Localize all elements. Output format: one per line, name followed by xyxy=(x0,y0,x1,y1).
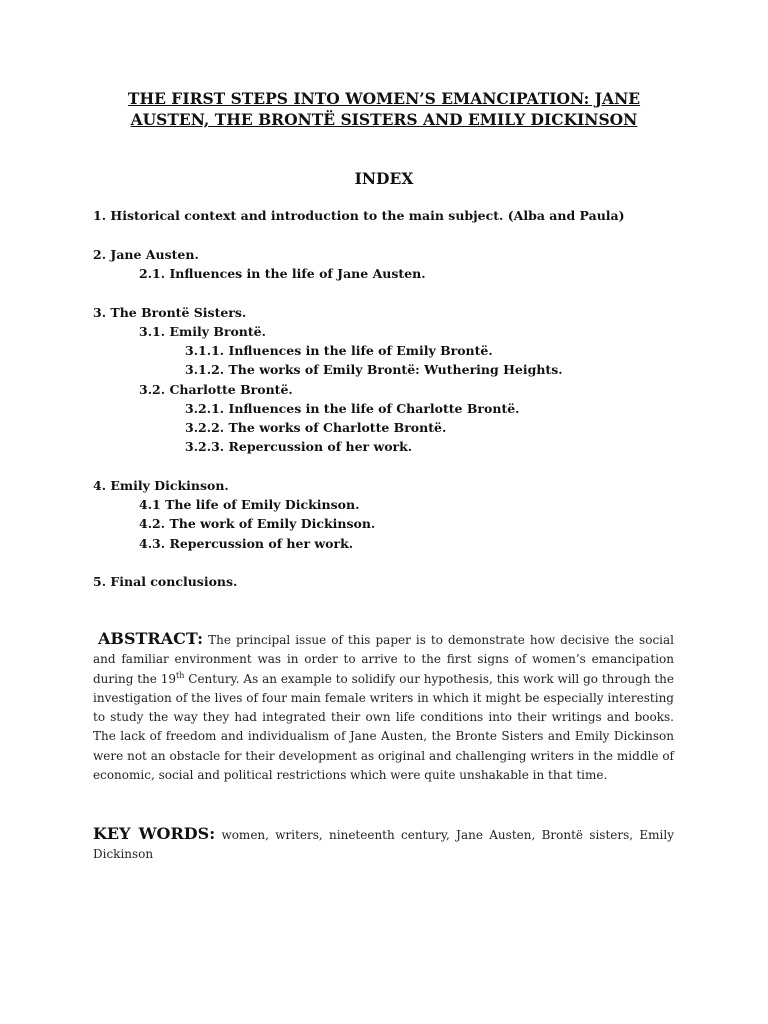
abstract-paragraph xyxy=(93,629,674,785)
title-line-2: AUSTEN, THE BRONTË SISTERS AND EMILY DICKINSON xyxy=(130,110,638,129)
toc-item-4-1: 4.1 The life of Emily Dickinson. xyxy=(139,497,360,512)
keywords-label: KEY WORDS: xyxy=(93,824,216,843)
toc-item-3-2: 3.2. Charlotte Brontë. xyxy=(139,382,293,397)
toc-item-4-2: 4.2. The work of Emily Dickinson. xyxy=(139,516,376,531)
toc-item-2-1: 2.1. Influences in the life of Jane Austen. xyxy=(139,266,426,281)
toc-item-3-1: 3.1. Emily Brontë. xyxy=(139,324,266,339)
document-title xyxy=(60,88,708,130)
abstract-text-end: Century. As an example to solidify our hypothesis, this work will go through the investigation of the lives of four main female writers in which it might be especially interesting to study the way they had integrated their own life conditions into their writings and books. The lack of freedom and individualism of Jane Austen, the Bronte Sisters and Emily Dickinson were not an obstacle for their development as original and challenging writers in the middle of economic, social and political restrictions which were quite unshakable in that time. xyxy=(93,671,674,783)
toc-item-3: 3. The Brontë Sisters. xyxy=(93,305,247,320)
toc-item-3-1-2: 3.1.2. The works of Emily Brontë: Wuthering Heights. xyxy=(185,362,563,377)
toc-item-3-2-2: 3.2.2. The works of Charlotte Brontë. xyxy=(185,420,447,435)
toc-item-4-3: 4.3. Repercussion of her work. xyxy=(139,536,354,551)
abstract-text-start: The principal issue of this paper is to demonstrate how decisive the social and familiar environment was in order to arrive to the first signs of women’s emancipation during the 19 xyxy=(93,633,674,686)
toc-item-3-1-1: 3.1.1. Influences in the life of Emily Brontë. xyxy=(185,343,493,358)
title-line-1: THE FIRST STEPS INTO WOMEN’S EMANCIPATION: JANE xyxy=(127,89,641,108)
abstract-label: ABSTRACT: xyxy=(98,629,204,648)
keywords-text: women, writers, nineteenth century, Jane Austen, Brontë sisters, Emily Dickinson xyxy=(93,828,674,862)
toc-item-4: 4. Emily Dickinson. xyxy=(93,478,229,493)
toc-item-3-2-3: 3.2.3. Repercussion of her work. xyxy=(185,439,413,454)
toc-item-2: 2. Jane Austen. xyxy=(93,247,199,262)
index-heading: INDEX xyxy=(354,169,414,188)
keywords-paragraph xyxy=(93,824,674,865)
abstract-superscript: th xyxy=(176,670,185,680)
toc-item-3-2-1: 3.2.1. Influences in the life of Charlotte Brontë. xyxy=(185,401,520,416)
toc-item-1: 1. Historical context and introduction to the main subject. (Alba and Paula) xyxy=(93,208,625,223)
toc-item-5: 5. Final conclusions. xyxy=(93,574,238,589)
